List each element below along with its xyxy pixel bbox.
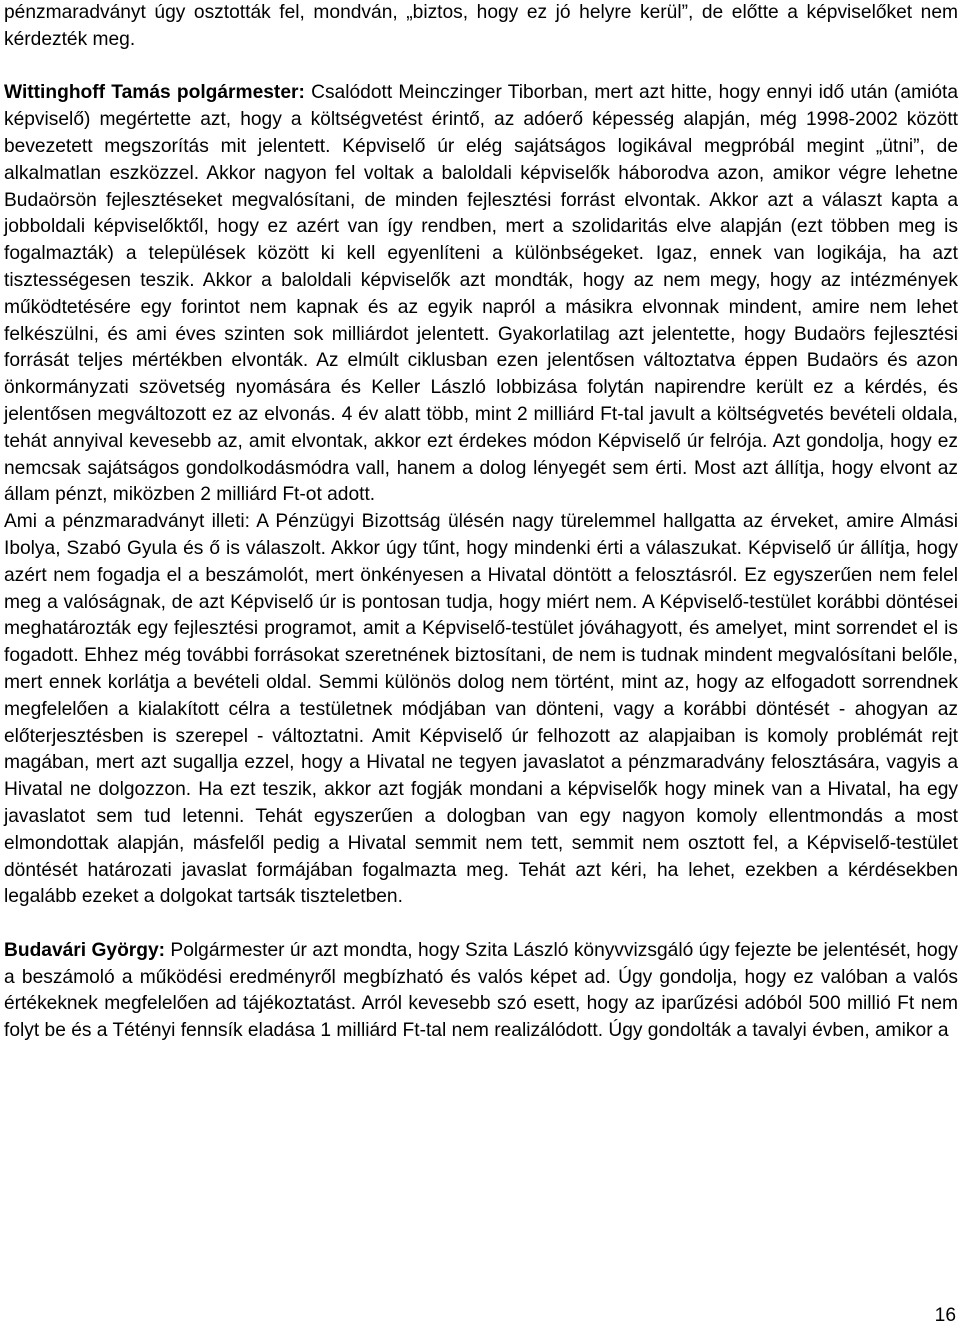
speaker-name: Wittinghoff Tamás polgármester: (4, 82, 305, 104)
page-number: 16 (934, 1305, 956, 1326)
paragraph-wittinghoff-continued: Ami a pénzmaradványt illeti: A Pénzügyi Bizottság ülésén nagy türelemmel hallgatta az érveket, amire Almási Ibolya, Szabó Gyula és ő is válaszolt. Akkor úgy tűnt, hogy mindenki érti a válaszukat. Képviselő úr állítja, hogy azért nem fogadja el a beszámolót, mert önkényesen a Hivatal döntött a felosztásról. Ez egyszerűen nem felel meg a valóságnak, de azt Képviselő úr is pontosan tudja, hogy miért nem. A Képviselő-testület korábbi döntései meghatározták egy fejlesztési programot, amit a Képviselő-testület jóváhagyott, és amelyet, mint sorrendet el is fogadott. Ehhez még további forrásokat szeretnének biztosítani, de nem is tudnak mindent megvalósítani belőle, mert ennek korlátja a bevételi oldal. Semmi különös dolog nem történt, mint az, hogy az elfogadott sorrendnek megfelelően a kialakított célra a testületnek módjában van dönteni, vagy a korábbi döntését - ahogyan az előterjesztésben is szerepel - változtatni. Amit Képviselő úr felhozott az alapjaiban is komoly problémát rejt magában, mert azt sugallja ezzel, hogy a Hivatal ne tegyen javaslatot a pénzmaradvány felosztására, vagyis a Hivatal ne dolgozzon. Ha ezt teszik, akkor azt fogják mondani a képviselők hogy minek van a Hivatal, ha egy javaslatot sem tud letenni. Tehát egyszerűen a dologban van egy nagyon komoly ellentmondás a most elmondottak alapján, másfelől pedig a Hivatal semmit nem tett, semmit nem osztott fel, a Képviselő-testület döntését határozati javaslat formájában fogalmazta meg. Tehát azt kéri, ha lehet, ezekben a kérdésekben legalább ezeket a dolgokat tartsák tiszteletben. (4, 511, 958, 908)
paragraph-gap (4, 54, 958, 81)
paragraph-gap (4, 911, 958, 938)
paragraph-continuation: pénzmaradványt úgy osztották fel, mondván, „biztos, hogy ez jó helyre kerül”, de előtte a képviselőket nem kérdezték meg. (4, 2, 958, 50)
speaker-name: Budavári György: (4, 939, 166, 961)
speech-text: Csalódott Meinczinger Tiborban, mert azt hitte, hogy ennyi idő után (amióta képviselő) megértette azt, hogy a költségvetést érintő, az adóerő képesség alapján, még 1998-2002 között bevezetett megszorítás mit jelentett. Képviselő úr elég sajátságos logikával megpróbál megint „ütni”, de alkalmatlan eszközzel. Akkor nagyon fel voltak a baloldali képviselők háborodva azon, amikor végre lehetne Budaörsön fejlesztéseket megvalósítani, de minden fejlesztési forrást elvontak. Akkor azt a választ kapta a jobboldali képviselőktől, hogy ez azért van így rendben, mert a szolidaritás elve alapján (ezt többen meg is fogalmazták) a települések között ki kell egyenlíteni a különbségeket. Igaz, ennek van logikája, ha azt tisztességesen teszik. Akkor a baloldali képviselők azt mondták, hogy az nem megy, hogy az intézmények működtetésére egy forintot nem kapnak és az egyik napról a másikra elvonnak mindent, amire nem lehet felkészülni, és ami éves szinten sok milliárdot jelentett. Gyakorlatilag azt jelentette, hogy Budaörs fejlesztési forrását teljes mértékben elvonták. Az elmúlt ciklusban ezen jelentősen változtatva éppen Budaörs és azon önkormányzati szövetség nyomására és Keller László lobbizása folytán napirendre került ez a kérdés, és jelentősen megváltozott ez az elvonás. 4 év alatt több, mint 2 milliárd Ft-tal javult a költségvetés bevételi oldala, tehát annyival kevesebb az, amit elvontak, akkor ezt érdekes módon Képviselő úr felrója. Azt gondolja, hogy ez nemcsak sajátságos gondolkodásmódra vall, hanem a dolog lényegét sem érti. Most azt állítja, hogy elvont az állam pénzt, miközben 2 milliárd Ft-ot adott. (4, 82, 958, 506)
paragraph-budavari (4, 938, 958, 1045)
speech-text: Polgármester úr azt mondta, hogy Szita László könyvvizsgáló úgy fejezte be jelentését, hogy a beszámoló a működési eredményről megbízható és valós képet ad. Úgy gondolja, hogy ez valóban a valós értékeknek megfelelően ad tájékoztatást. Arról kevesebb szó esett, hogy az iparűzési adóból 500 millió Ft nem folyt be és a Tétényi fennsík eladása 1 milliárd Ft-tal nem realizálódott. Úgy gondolták a tavalyi évben, amikor a (4, 939, 958, 1042)
document-page (4, 0, 958, 1045)
paragraph-wittinghoff (4, 80, 958, 509)
